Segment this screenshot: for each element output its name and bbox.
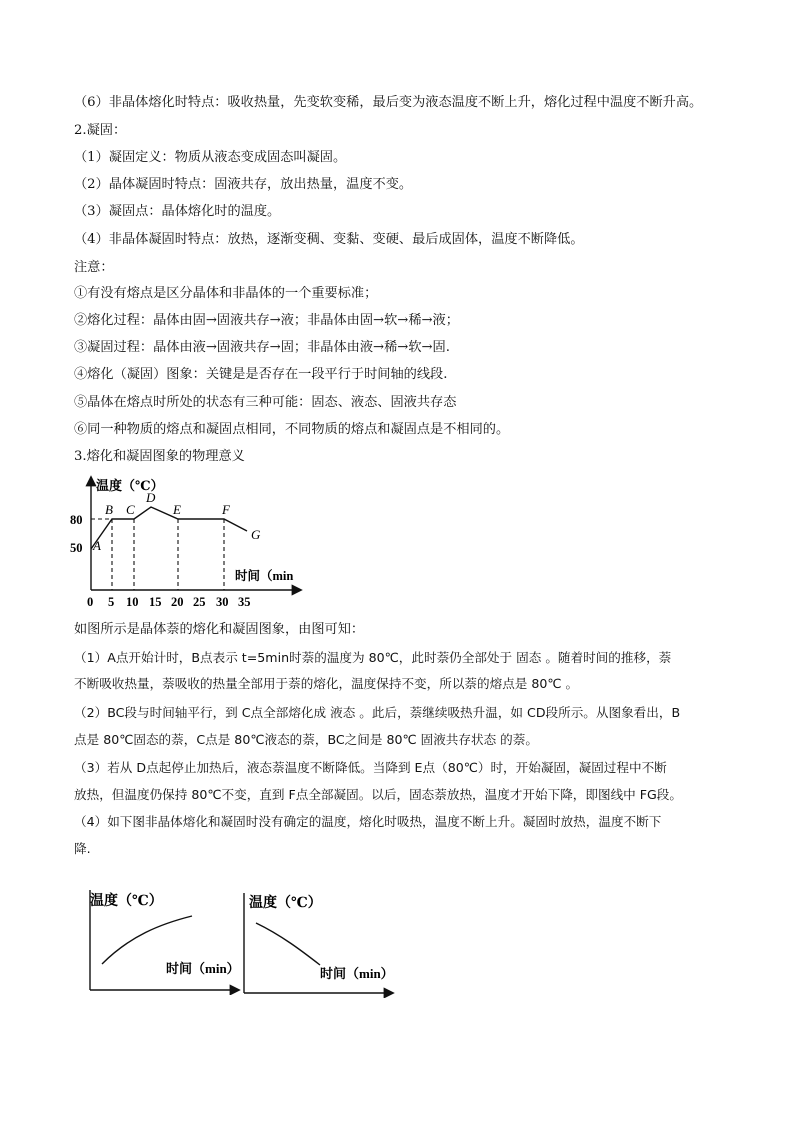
point-g-label: G [251, 527, 261, 542]
text-line: （3）若从 D点起停止加热后，液态萘温度不断降低。当降到 E点（80℃）时，开始凝固，凝固过程中不断 [74, 760, 667, 775]
x-tick-5: 5 [108, 595, 115, 609]
x-tick-35: 35 [238, 595, 251, 609]
point-c-label: C [126, 502, 135, 517]
text-line: （2）晶体凝固时特点：固液共存，放出热量，温度不变。 [74, 177, 413, 192]
x-tick-0: 0 [87, 595, 94, 609]
point-b-label: B [105, 502, 113, 517]
y-axis-label: 温度（℃） [249, 896, 322, 911]
rising-curve [102, 916, 192, 964]
text-line: （6）非晶体熔化时特点：吸收热量，先变软变稀，最后变为液态温度不断上升，熔化过程中温度不断升高。 [74, 95, 703, 110]
point-e-label: E [173, 502, 181, 517]
text-line: （1）A点开始计时，B点表示 t=5min时萘的温度为 80℃，此时萘仍全部处于 固态 。随着时间的推移，萘 [74, 650, 672, 665]
section-heading: 3.熔化和凝固图象的物理意义 [74, 449, 245, 464]
x-tick-25: 25 [193, 595, 206, 609]
x-tick-15: 15 [149, 595, 162, 609]
text-line: 如图所示是晶体萘的熔化和凝固图象，由图可知： [74, 622, 365, 637]
x-tick-10: 10 [126, 595, 139, 609]
y-tick-50: 50 [70, 541, 83, 555]
y-axis-label: 温度（℃） [90, 894, 163, 909]
text-line: ①有没有熔点是区分晶体和非晶体的一个重要标准； [74, 286, 378, 301]
point-d-label: D [146, 490, 156, 505]
x-tick-30: 30 [216, 595, 229, 609]
section-heading: 2.凝固： [74, 123, 127, 138]
text-line: ⑥同一种物质的熔点和凝固点相同，不同物质的熔点和凝固点是不相同的。 [74, 422, 510, 437]
text-line: （4）如下图非晶体熔化和凝固时没有确定的温度，熔化时吸热，温度不断上升。凝固时放热，温度不断下 [74, 814, 662, 829]
x-tick-20: 20 [171, 595, 184, 609]
text-line: ②熔化过程：晶体由固→固液共存→液；非晶体由固→软→稀→液； [74, 313, 459, 328]
y-axis-label: 温度（℃） [96, 478, 164, 493]
text-line: （2）BC段与时间轴平行，到 C点全部熔化成 液态 。此后，萘继续吸热升温，如 CD段所示。从图象看出，B [74, 705, 681, 720]
point-f-label: F [222, 502, 230, 517]
text-line: ④熔化（凝固）图象：关键是是否存在一段平行于时间轴的线段. [74, 367, 448, 382]
amorphous-solidification-graph [236, 883, 396, 998]
melting-solidification-graph [64, 470, 314, 615]
text-line: 不断吸收热量，萘吸收的热量全部用于萘的熔化，温度保持不变，所以萘的熔点是 80℃ 。 [74, 676, 579, 691]
text-line: 放热，但温度仍保持 80℃不变，直到 F点全部凝固。以后，固态萘放热，温度才开始下降，即图线中 FG段。 [74, 787, 682, 802]
x-axis-label: 时间（min） [166, 961, 240, 976]
note-heading: 注意： [74, 260, 114, 275]
point-a-label: A [93, 538, 101, 553]
text-line: 点是 80℃固态的萘，C点是 80℃液态的萘，BC之间是 80℃ 固液共存状态 的萘。 [74, 732, 538, 747]
y-tick-80: 80 [70, 513, 83, 527]
text-line: （3）凝固点：晶体熔化时的温度。 [74, 204, 281, 219]
text-line: （1）凝固定义：物质从液态变成固态叫凝固。 [74, 150, 347, 165]
amorphous-melting-graph [82, 880, 242, 995]
text-line: （4）非晶体凝固时特点：放热，逐渐变稠、变黏、变硬、最后成固体，温度不断降低。 [74, 232, 584, 247]
text-line: ⑤晶体在熔点时所处的状态有三种可能：固态、液态、固液共存态 [74, 395, 457, 410]
text-line: 降. [74, 841, 91, 856]
falling-curve [256, 923, 320, 965]
x-axis-label: 时间（min [235, 569, 294, 583]
text-line: ③凝固过程：晶体由液→固液共存→固；非晶体由液→稀→软→固. [74, 340, 450, 355]
x-axis-label: 时间（min） [320, 966, 394, 981]
